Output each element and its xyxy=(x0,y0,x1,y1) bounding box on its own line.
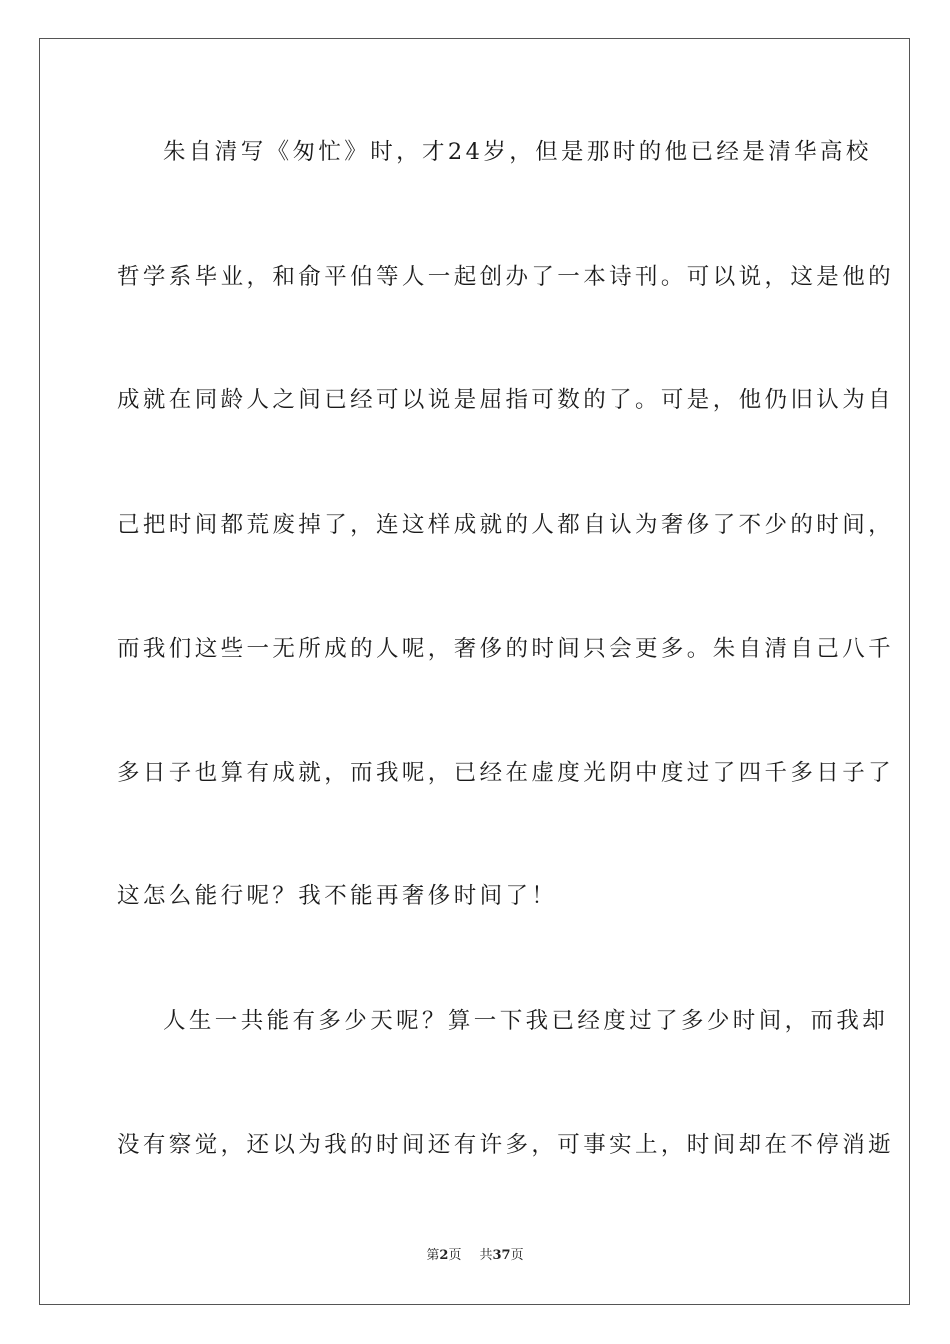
paragraph-line: 朱自清写《匆忙》时，才24岁，但是那时的他已经是清华高校 xyxy=(163,139,872,165)
page-number: 2 xyxy=(439,1248,449,1263)
paragraph-line: 这怎么能行呢？我不能再奢侈时间了！ xyxy=(117,883,558,909)
paragraph-line: 己把时间都荒废掉了，连这样成就的人都自认为奢侈了不少的时间， xyxy=(117,512,895,538)
paragraph-line: 人生一共能有多少天呢？算一下我已经度过了多少时间，而我却 xyxy=(163,1008,889,1034)
paragraph-line: 而我们这些一无所成的人呢，奢侈的时间只会更多。朱自清自己八千 xyxy=(117,636,895,662)
paragraph-line: 成就在同龄人之间已经可以说是屈指可数的了。可是，他仍旧认为自 xyxy=(117,387,895,413)
page-prefix: 第 xyxy=(426,1248,440,1263)
page-suffix: 页 xyxy=(448,1248,462,1263)
total-pages: 37 xyxy=(492,1248,511,1263)
total-prefix: 共 xyxy=(479,1248,493,1263)
paragraph-line: 没有察觉，还以为我的时间还有许多，可事实上，时间却在不停消逝 xyxy=(117,1132,895,1158)
page-border xyxy=(39,38,910,1305)
total-suffix: 页 xyxy=(510,1248,524,1263)
paragraph-line: 多日子也算有成就，而我呢，已经在虚度光阴中度过了四千多日子了 xyxy=(117,760,895,786)
page-footer xyxy=(0,1247,950,1265)
paragraph-line: 哲学系毕业，和俞平伯等人一起创办了一本诗刊。可以说，这是他的 xyxy=(117,264,895,290)
